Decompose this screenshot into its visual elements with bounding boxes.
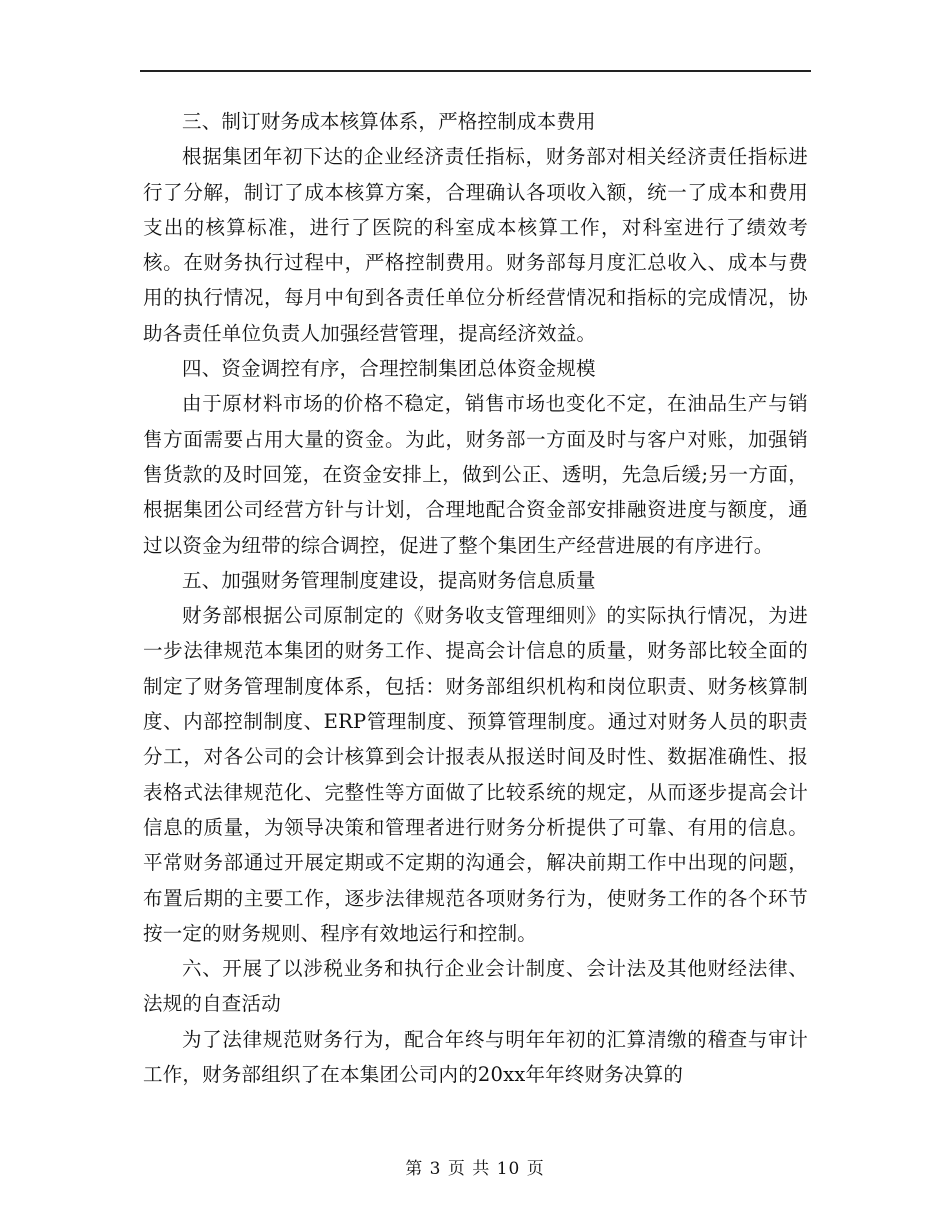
body-paragraph: 根据集团年初下达的企业经济责任指标，财务部对相关经济责任指标进行了分解，制订了成本核算方案，合理确认各项收入额，统一了成本和费用支出的核算标准，进行了医院的科室成本核算工作，对科室进行了绩效考核。在财务执行过程中，严格控制费用。财务部每月度汇总收入、成本与费用的执行情况，每月中旬到各责任单位分析经营情况和指标的完成情况，协助各责任单位负责人加强经营管理，提高经济效益。 [143,145,808,345]
body-paragraph: 财务部根据公司原制定的《财务收支管理细则》的实际执行情况，为进一步法律规范本集团的财务工作、提高会计信息的质量，财务部比较全面的制定了财务管理制度体系，包括：财务部组织机构和岗位职责、财务核算制度、内部控制制度、ERP管理制度、预算管理制度。通过对财务人员的职责分工，对各公司的会计核算到会计报表从报送时间及时性、数据准确性、报表格式法律规范化、完整性等方面做了比较系统的规定，从而逐步提高会计信息的质量，为领导决策和管理者进行财务分析提供了可靠、有用的信息。平常财务部通过开展定期或不定期的沟通会，解决前期工作中出现的问题，布置后期的主要工作，逐步法律规范各项财务行为，使财务工作的各个环节按一定的财务规则、程序有效地运行和控制。 [143,604,808,945]
body-paragraph: 由于原材料市场的价格不稳定，销售市场也变化不定，在油品生产与销售方面需要占用大量的资金。为此，财务部一方面及时与客户对账，加强销售货款的及时回笼，在资金安排上，做到公正、透明，先急后缓;另一方面，根据集团公司经营方针与计划，合理地配合资金部安排融资进度与额度，通过以资金为纽带的综合调控，促进了整个集团生产经营进展的有序进行。 [143,392,808,557]
section-heading-4: 四、资金调控有序，合理控制集团总体资金规模 [182,357,596,381]
section-heading-5: 五、加强财务管理制度建设，提高财务信息质量 [182,568,596,592]
body-paragraph: 为了法律规范财务行为，配合年终与明年年初的汇算清缴的稽查与审计工作，财务部组织了在本集团公司内的20xx年年终财务决算的 [143,1027,808,1087]
document-body [143,104,808,1092]
header-rule [140,70,811,72]
section-heading-6: 六、开展了以涉税业务和执行企业会计制度、会计法及其他财经法律、法规的自查活动 [143,957,808,1016]
page-number: 第 3 页 共 10 页 [405,1159,545,1179]
page-footer [0,1154,950,1179]
section-heading-3: 三、制订财务成本核算体系，严格控制成本费用 [182,110,596,133]
